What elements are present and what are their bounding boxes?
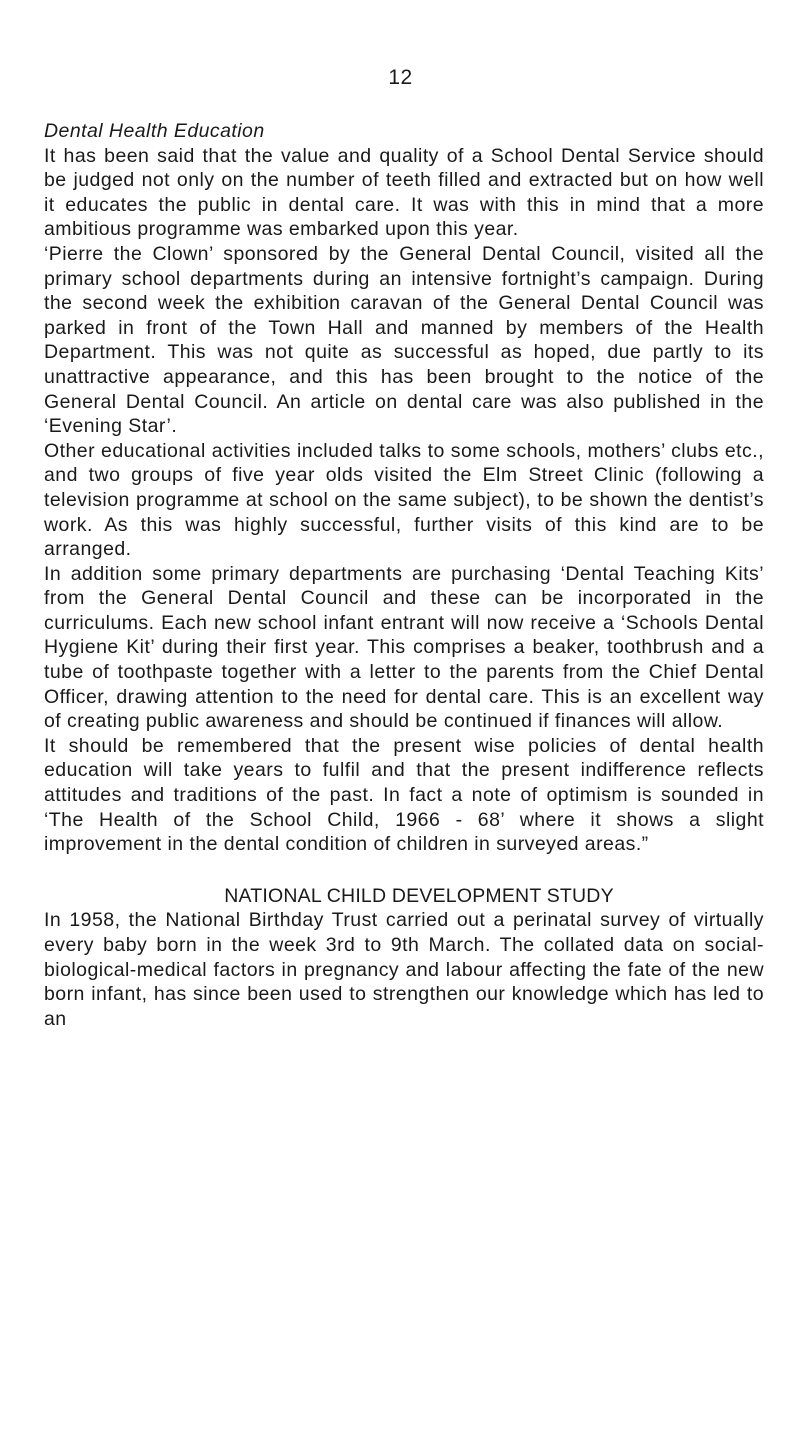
paragraph-optimism: It should be remembered that the present wise policies of dental health education will take years to fulfil and that the present indifference reflects attitudes and traditions of the past. In fact a note of optimism is sounded in ‘The Health of the School Child, 1966 - 68’ where it shows a slight improvement in the dental condition of children in surveyed areas.” — [44, 734, 764, 856]
paragraph-other-activities: Other educational activities included talks to some schools, mothers’ clubs etc., and two groups of five year olds visited the Elm Street Clinic (following a television programme at school on the same subject), to be shown the dentist’s work. As this was highly successful, further visits of this kind are to be arranged. — [44, 439, 764, 561]
paragraph-teaching-kits: In addition some primary departments are purchasing ‘Dental Teaching Kits’ from the General Dental Council and these can be incorporated in the curriculums. Each new school infant entrant will now receive a ‘Schools Dental Hygiene Kit’ during their first year. This comprises a beaker, toothbrush and a tube of toothpaste together with a letter to the parents from the Chief Dental Officer, drawing attention to the need for dental care. This is an excellent way of creating public awareness and should be continued if finances will allow. — [44, 562, 764, 733]
paragraph-pierre-clown: ‘Pierre the Clown’ sponsored by the General Dental Council, visited all the primary school departments during an intensive fortnight’s campaign. During the second week the exhibition caravan of the General Dental Council was parked in front of the Town Hall and manned by members of the Health Department. This was not quite as successful as hoped, due partly to its unattractive appearance, and this has been brought to the notice of the General Dental Council. An article on dental care was also published in the ‘Evening Star’. — [44, 242, 764, 438]
section-heading-dental-health: Dental Health Education — [44, 120, 265, 142]
paragraph-dental-value: It has been said that the value and quality of a School Dental Service should be judged not only on the number of teeth filled and extracted but on how well it educates the public in dental care. It was with this in mind that a more ambitious programme was embarked upon this year. — [44, 144, 764, 241]
page-number: 12 — [388, 66, 413, 89]
body-text — [44, 119, 764, 1031]
paragraph-perinatal-survey: In 1958, the National Birthday Trust carried out a perinatal survey of virtually every baby born in the week 3rd to 9th March. The collated data on social-biological-medical factors in pregnancy and labour affecting the fate of the new born infant, has since been used to strengthen our knowledge which has led to an — [44, 909, 764, 1030]
section-heading-child-development: NATIONAL CHILD DEVELOPMENT STUDY — [224, 884, 614, 907]
